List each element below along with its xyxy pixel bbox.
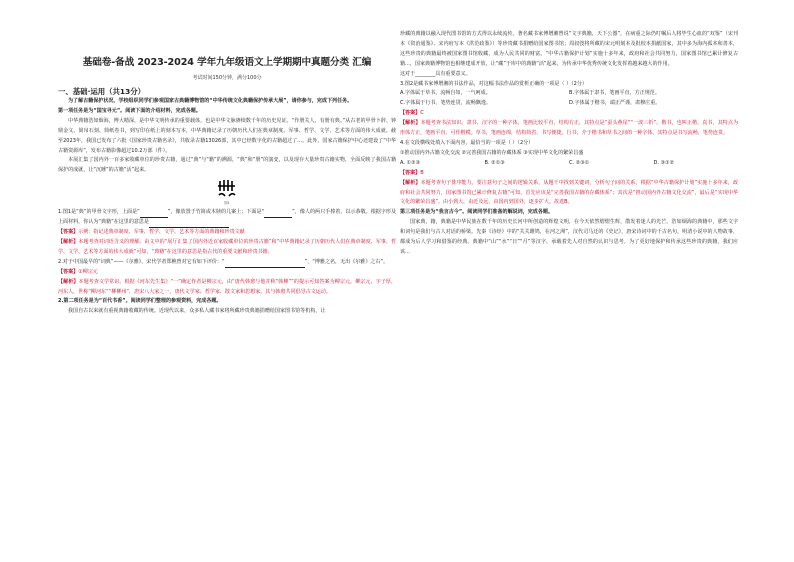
question-2: 2.对于中国最早的“词典”——《尔雅》，宋代学者郑樵曾对它有如下评价：“ ”，“博雅之名，无出《尔雅》之右”。 xyxy=(58,258,396,268)
answer-blank-2[interactable] xyxy=(225,261,305,268)
right-column xyxy=(400,30,738,258)
analysis-2: 【解析】本题考查文学常识。根据《河东先生集》“一”确定作者是柳宗元，由“唐代韩愈与他并称“韩柳””的提示可知答案为柳宗元。柳宗元，字子厚，河东人，世称“柳河东”“柳柳州”，唐宋八大家之一，唐代文学家、哲学家、散文家和思想家。其与韩愈共同倡导古文运动。 xyxy=(58,278,397,295)
option-3d[interactable]: D.字体属于楷书，端正严谨，肃穆庄重。 xyxy=(569,100,661,107)
analysis-4: 【解析】本题考查句子排序能力。要注意句子之间的逻辑关系，从题干中找到关键词，分析句子间的关系。根据“中华古籍保护计划”实施十多年来，政府和社会共同努力，国家图书馆已累计修复古籍”可知，首先应该是“完善我国古籍的存藏体系”；其次是“推动国内外古籍文化交流”，最后是“实现中华文化的繁荣昌盛”。由小到大，由近及远，由国内到国外，逐步扩大。故选B。 xyxy=(400,179,739,206)
passage-para1: 中华典籍浩如烟海，博大精深，是中华文明传承的重要载体，也是中华文脉赓续数千年的历史见证。“作册关人，有册有典。”从古老的甲骨卜辞、钟鼎金文、简帛石刻、简纸卷书，到写印在纸上的刻本写本，中华典籍记录了历朝历代人们在典章制度、军事、哲学、文学、艺术等方面的伟大成就。截至2023年，我国已发布了六批《国家珍贵古籍名录》，共收录古籍13026部，其中已经数字化的古籍超过了...。此外，国家古籍保护中心还建设了“中华古籍资源库”，发布古籍影像超过10.2万部（件）。 xyxy=(58,117,396,154)
option-4b[interactable]: B. ②①③ xyxy=(484,159,505,166)
task3-heading: 第三项任务是为“我言古今”。阅读同学们准备的解说词，完成各题。 xyxy=(400,209,553,216)
option-3c[interactable]: C.字体属于行书，笔势连贯，流畅飘逸。 xyxy=(400,100,491,107)
option-4d[interactable]: D. ③①② xyxy=(653,159,675,166)
blank-1b[interactable] xyxy=(264,211,292,218)
answer-3: 【答案】C xyxy=(400,110,424,117)
section-heading: 一、基础·运用（共13分） xyxy=(58,87,145,96)
task1-heading: 第一项任务是为“国宝寻元”。阅读下面的介绍材料，完成各题。 xyxy=(58,107,201,114)
question-3: 3.图2是藏书家傅增湘的书法作品，对这幅书法作品的赏析正确的一项是（ ）（2分） xyxy=(400,80,587,87)
options-3-row2 xyxy=(400,99,738,109)
answer-4: 【答案】B xyxy=(400,169,424,176)
passage-para5: 国家典，籍，典籍是中华民族在数千年的历史长河中所创造的辉煌文明，在今天依然熠熠生辉，散发着迷人的光芒。浩如烟海的典籍中，那些文字和词句是我们与古人对话的桥梁。先秦《诗经》中的“关关雎鸠，在河之洲”，汉代司马迁的《史记》，唐宋诗词中的千古名句，明清小说中的人物故事，都成为后人学习和借鉴的经典。典籍中“山”“水”“日”“月”等汉字，承载着先人对自然的认识与思考。为了更好地保护和传承这些珍贵的典籍，我们应该... xyxy=(400,219,738,255)
document-title: 基础卷-备战 2023-2024 学年九年级语文上学期期中真题分类 汇编 xyxy=(82,57,372,68)
left-column xyxy=(58,30,396,317)
figure-caption: 图1 xyxy=(224,201,230,206)
question-4: 4.在文段横线处填入下面内容，最恰当的一项是（ ）（2分） xyxy=(400,139,534,146)
oracle-glyph-image xyxy=(216,178,238,200)
option-4c[interactable]: C. ②③① xyxy=(569,159,590,166)
passage-para2: 本展汇集了国内外一百多家收藏单位的珍贵古籍，通过“典”与“籍”的溯源，“典”和“册”的演变，以及现存大量珍贵古籍实物，全面反映了我国古籍保护的成就，让“沉睡”的古籍“活”起来。 xyxy=(58,157,396,174)
answer-blank-1[interactable] xyxy=(149,221,229,228)
answer-1: 【答案】示例：指记述典章制度、军事、哲学、文学、艺术等方面的典籍和珍贵文献 xyxy=(58,229,245,236)
option-3a[interactable]: A.字体属于草书，流畅自如，一气呵成。 xyxy=(400,90,491,97)
question-1: 1.图1是“典”的甲骨文字形，上面是“ ”，像放置于竹简或木牍的几案上；下面是“ ”，像人的两只手捧着，以示恭敬。根据字形及上面材料，你认为“典籍”在这里的意思是 xyxy=(58,208,396,228)
option-3b[interactable]: B.字体属于隶书，笔画平直，方正规范。 xyxy=(569,90,660,97)
fill-line: 这对于________具有重要意义。 xyxy=(400,70,471,77)
figure-1 xyxy=(58,178,396,206)
analysis-3: 【解析】本题考查书法知识。隶书，汉字的一种字体，笔画比较平直，结构方正，其特点是“蚕头燕尾”“一波三折”。楷书，也叫正楷、真书，其特点为形体方正，笔画平直，可作楷模。草书，笔画连绵，结构简省，书写便捷。行书，介于楷书和草书之间的一种字体，其特点是书写流畅，笔势连贯。 xyxy=(400,120,738,137)
analysis-1: 【解析】本题考查对词语含义的理解。由文中的“展厅汇集了国内外近百家收藏单位的珍贵古籍”和“中华典籍记录了历朝历代人们在典章制度、军事、哲学、文学、艺术等方面的伟大成就”可知，“典籍”在这里的意思是指古代的重要文献和珍贵书籍。 xyxy=(58,238,397,255)
answer-2: 【答案】①柳宗元 xyxy=(58,268,98,275)
option-4a[interactable]: A. ①②③ xyxy=(400,159,421,166)
blank-1a[interactable] xyxy=(140,211,168,218)
options-4-row xyxy=(400,159,738,169)
passage-para4: 珍藏的典籍以融入现代图书馆的方式得以永续流传。著名藏书家傅增湘曾说“文字典籍，天下公器”，在病重之际仍叮嘱后人将毕生心血的“双鉴”（宋刊本《资治通鉴》、宋内府写本《洪范政鉴》）等珍贵藏书捐赠给国家图书馆；周叔弢将所藏的宋元明刻本及批校本捐献国家，其中多为海内孤本和善本，这些珍贵的典籍最终被国家图书馆收藏，成为人民共同的财富。“中华古籍保护计划”实施十多年来，政府和社会共同努力，国家图书馆已累计修复古籍...，国家典籍博物馆也相继建成开放，让“藏”于库中的典籍“活”起来，为传承中华优秀传统文化发挥着越来越大的作用。 xyxy=(400,31,738,67)
question-4-items: ①推动国内外古籍文化交流 ②完善我国古籍的存藏体系 ③实现中华文化的繁荣昌盛 xyxy=(400,149,584,156)
passage-para3: 我国自古以来就有重视典籍收藏的传统。近现代以来，众多私人藏书家将所藏珍贵典籍捐赠给国家图书馆等机构，让 xyxy=(68,308,326,315)
task2-heading: 2.第二项任务是为“百代书香”。阅读同学们整理的参观资料，完成各题。 xyxy=(58,298,222,305)
intro-text: 为了解古籍保护状况，学校组织同学们参观国家古典籍博物馆的“中华传统文化典籍保护传承大展”，请你参与，完成下列任务。 xyxy=(68,98,353,104)
options-3-row1 xyxy=(400,89,738,99)
exam-info: 考试时间150分钟，满分100分 xyxy=(192,75,262,81)
